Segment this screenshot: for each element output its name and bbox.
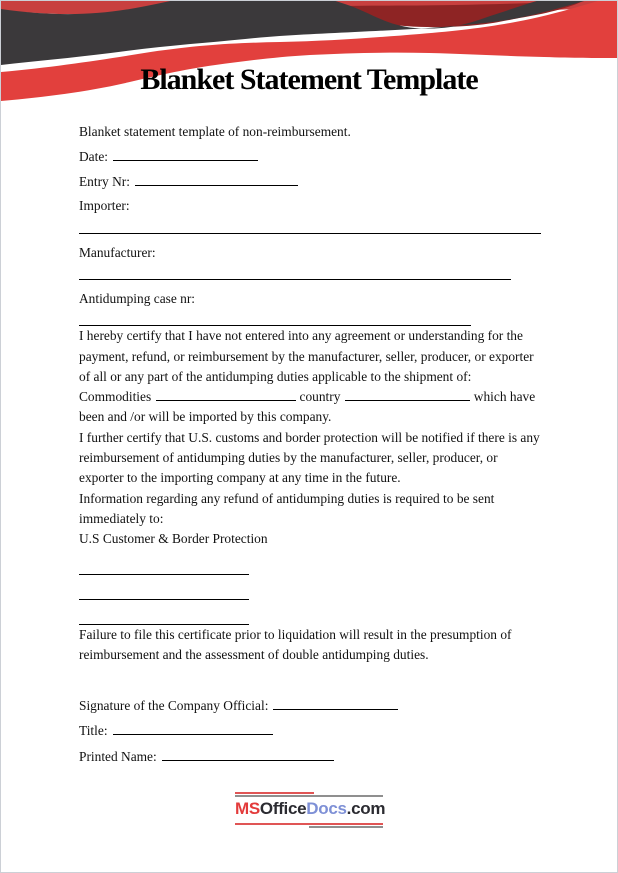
failure-paragraph: Failure to file this certificate prior to liquidation will result in the presumption of reimbursement and the assessment of double antidumping duties. [79, 626, 512, 662]
blank-line-2 [79, 599, 249, 600]
title-blank-line [113, 721, 273, 735]
title-field [79, 721, 541, 741]
logo-bottom-red-rule [235, 823, 383, 825]
commodities-blank-line [156, 387, 296, 401]
country-label: country [299, 389, 341, 405]
agency-name: U.S Customer & Border Protection [79, 531, 268, 547]
commodities-label: Commodities [79, 389, 152, 405]
country-blank-line [345, 387, 470, 401]
logo-top-gray-rule [235, 795, 383, 797]
logo-docs: Docs [306, 799, 347, 818]
importer-field [79, 196, 541, 216]
date-blank-line [113, 147, 258, 161]
commodities-paragraph [79, 387, 541, 428]
entry-nr-field [79, 172, 541, 192]
printed-name-label: Printed Name: [79, 748, 157, 764]
printed-name-field [79, 747, 541, 767]
manufacturer-blank-line [79, 279, 511, 280]
importer-blank-line [79, 233, 541, 234]
printed-name-blank-line [162, 747, 334, 761]
logo-top-red-rule [235, 792, 314, 794]
manufacturer-field [79, 243, 541, 263]
document-body [79, 122, 541, 767]
info-paragraph: Information regarding any refund of antidumping duties is required to be sent immediately to: [79, 490, 495, 526]
antidumping-field [79, 289, 541, 309]
certify-paragraph-2: I further certify that U.S. customs and border protection will be notified if there is any reimbursement of antidumping duties by the manufacturer, seller, producer, or exporter to the importing company at any time in the future. [79, 429, 540, 486]
signature-field [79, 696, 541, 716]
importer-label: Importer: [79, 198, 130, 214]
title-label: Title: [79, 723, 108, 739]
blank-line-1 [79, 574, 249, 575]
logo-bottom-gray-rule [309, 826, 383, 828]
certify-paragraph-1: I hereby certify that I have not entered into any agreement or understanding for the payment, refund, or reimbursement by the manufacturer, seller, producer, or exporter of all or any part of the antidumping duties applicable to the shipment of: [79, 328, 534, 384]
signature-blank-line [273, 696, 398, 710]
signature-label: Signature of the Company Official: [79, 698, 269, 714]
entry-nr-blank-line [135, 172, 298, 186]
date-field [79, 147, 541, 167]
intro-text: Blanket statement template of non-reimbursement. [79, 124, 351, 139]
logo-text [235, 799, 386, 819]
footer-logo [235, 792, 386, 830]
commodities-continuation: which have been and /or will be imported by this company. [79, 389, 536, 425]
antidumping-label: Antidumping case nr: [79, 290, 196, 306]
page-title: Blanket Statement Template [140, 63, 478, 96]
logo-com: .com [346, 799, 386, 818]
manufacturer-label: Manufacturer: [79, 244, 156, 260]
entry-nr-label: Entry Nr: [79, 173, 130, 189]
date-label: Date: [79, 148, 108, 164]
logo-office: Office [259, 799, 307, 818]
logo-ms: MS [235, 799, 260, 818]
